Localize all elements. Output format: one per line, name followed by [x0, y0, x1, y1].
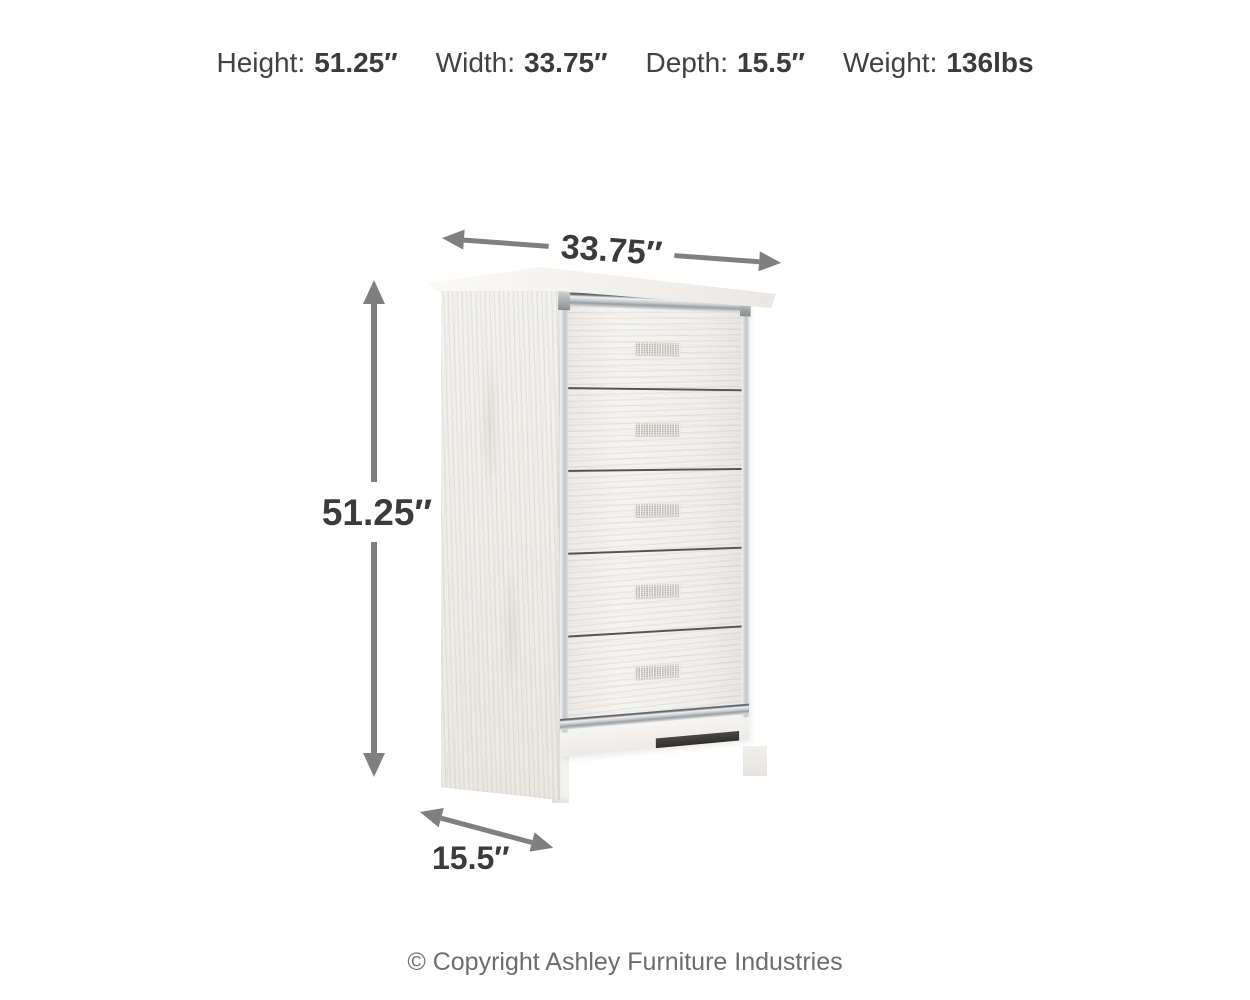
chest-side-panel [441, 277, 560, 800]
depth-arrowhead-left-icon [417, 802, 443, 827]
spec-header [0, 48, 1250, 79]
spec-depth-label: Depth: [645, 47, 729, 78]
depth-arrowhead-right-icon [529, 832, 555, 857]
spec-weight-label: Weight: [842, 47, 938, 78]
width-arrowhead-left-icon [441, 228, 464, 250]
drawer-1-handle [634, 342, 679, 356]
drawer-stack [560, 306, 749, 719]
chest-back-right-leg [743, 746, 767, 776]
copyright-notice: © Copyright Ashley Furniture Industries [407, 948, 843, 976]
spec-depth-value: 15.5″ [737, 47, 805, 78]
width-arrowhead-right-icon [758, 251, 781, 273]
spec-height-label: Height: [216, 47, 306, 78]
drawer-4-handle [634, 584, 679, 599]
height-arrowhead-up-icon [363, 280, 385, 304]
drawer-4 [560, 546, 749, 636]
width-arrow-shaft-left [464, 237, 549, 248]
width-arrow-shaft-right [674, 253, 759, 264]
spec-height-value: 51.25″ [314, 47, 398, 78]
spec-width-value: 33.75″ [524, 47, 608, 78]
depth-dimension-label: 15.5″ [432, 840, 510, 876]
spec-weight-value: 136lbs [946, 47, 1034, 78]
chrome-left-trim [560, 304, 568, 733]
height-arrow-shaft-bottom [371, 542, 377, 754]
spec-depth [646, 48, 805, 79]
drawer-3-handle [634, 503, 679, 517]
drawer-5-handle [634, 664, 679, 680]
height-dimension-label: 51.25″ [321, 492, 433, 533]
drawer-3 [560, 468, 749, 553]
spec-width-label: Width: [435, 47, 516, 78]
chrome-rail-left-cap [558, 289, 570, 310]
chest-front-panel [560, 292, 749, 757]
base-shadow-notch [656, 731, 739, 748]
chest-illustration [425, 262, 795, 822]
spec-width [436, 48, 608, 79]
drawer-2 [560, 387, 749, 470]
spec-height [216, 48, 397, 79]
spec-weight [843, 48, 1034, 79]
chrome-right-trim [742, 311, 749, 718]
height-arrowhead-down-icon [363, 753, 385, 777]
width-dimension-label: 33.75″ [559, 227, 664, 273]
drawer-1 [560, 306, 749, 389]
drawer-2-handle [634, 423, 679, 436]
height-arrow-shaft-top [371, 302, 377, 482]
